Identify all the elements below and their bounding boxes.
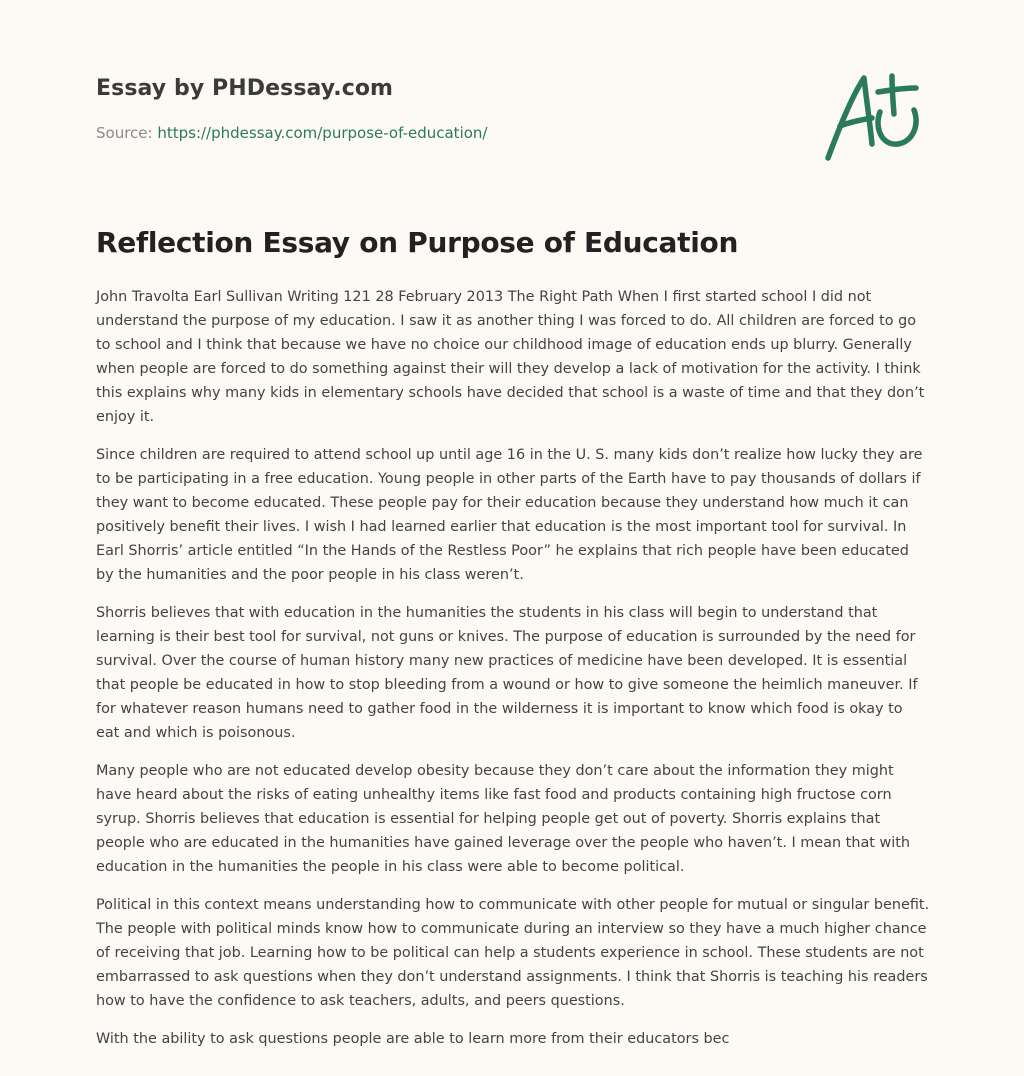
site-brand: Essay by PHDessay.com bbox=[96, 76, 394, 101]
a-plus-grade-icon bbox=[820, 66, 930, 166]
essay-paragraph: Since children are required to attend school up until age 16 in the U. S. many kids don’t realize how lucky they are to be participating in a free education. Young people in other parts of the Earth have to pay thousands of dollars if they want to become educated. These people pay for their education because they understand how much it can positively benefit their lives. I wish I had learned earlier that education is the most important tool for survival. In Earl Shorris’ article entitled “In the Hands of the Restless Poor” he explains that rich people have been educated by the humanities and the poor people in his class weren’t. bbox=[96, 447, 923, 583]
source-line bbox=[96, 124, 487, 142]
essay-title: Reflection Essay on Purpose of Education bbox=[96, 226, 739, 259]
essay-paragraph: Many people who are not educated develop obesity because they don’t care about the information they might have heard about the risks of eating unhealthy items like fast food and products containing high fructose corn syrup. Shorris believes that education is essential for helping people get out of poverty. Shorris explains that people who are educated in the humanities have gained leverage over the people who haven’t. I mean that with education in the humanities the people in his class were able to become political. bbox=[96, 763, 911, 875]
essay-paragraph: Shorris believes that with education in the humanities the students in his class will begin to understand that learning is their best tool for survival, not guns or knives. The purpose of education is surrounded by the need for survival. Over the course of human history many new practices of medicine have been developed. It is essential that people be educated in how to stop bleeding from a wound or how to give someone the heimlich maneuver. If for whatever reason humans need to gather food in the wilderness it is important to know which food is okay to eat and which is poisonous. bbox=[96, 605, 918, 741]
source-label: Source: bbox=[96, 124, 158, 142]
essay-paragraph: John Travolta Earl Sullivan Writing 121 28 February 2013 The Right Path When I first started school I did not understand the purpose of my education. I saw it as another thing I was forced to do. All children are forced to go to school and I think that because we have no choice our childhood image of education ends up blurry. Generally when people are forced to do something against their will they develop a lack of motivation for the activity. I think this explains why many kids in elementary schools have decided that school is a waste of time and that they don’t enjoy it. bbox=[96, 289, 925, 425]
essay-paragraph: Political in this context means understanding how to communicate with other people for mutual or singular benefit. The people with political minds know how to communicate during an interview so they have a much higher chance of receiving that job. Learning how to be political can help a students experience in school. These students are not embarrassed to ask questions when they don’t understand assignments. I think that Shorris is teaching his readers how to have the confidence to ask teachers, adults, and peers questions. bbox=[96, 897, 930, 1009]
essay-paragraph: With the ability to ask questions people are able to learn more from their educators bec bbox=[96, 1031, 730, 1047]
source-link[interactable]: https://phdessay.com/purpose-of-education/ bbox=[157, 124, 488, 142]
essay-body bbox=[96, 285, 930, 1065]
